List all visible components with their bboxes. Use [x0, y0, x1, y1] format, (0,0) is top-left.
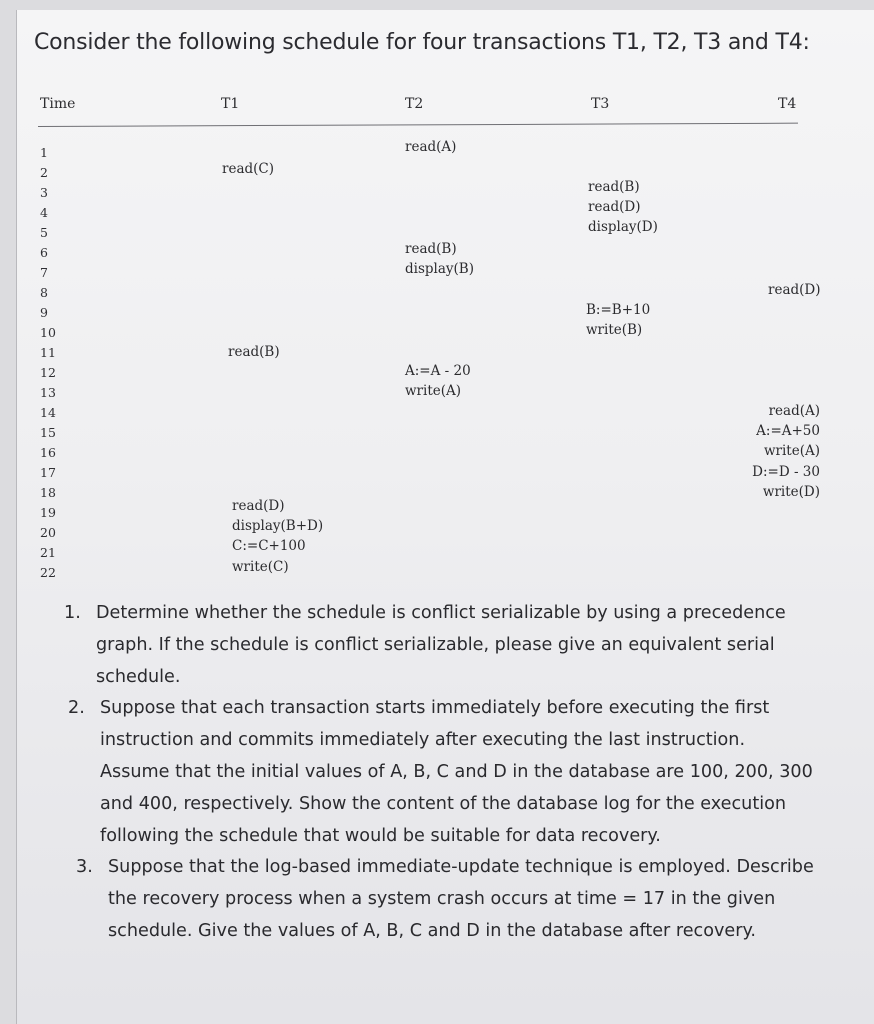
t1-op-block-2	[228, 342, 280, 362]
time-column	[40, 143, 56, 583]
t1-op-block-3	[232, 496, 323, 577]
t2-op-block-2	[405, 239, 474, 279]
t2-op: read(A)	[405, 139, 457, 155]
question-number: 2.	[68, 698, 85, 719]
t3-op-block-2	[586, 300, 650, 340]
t2-op: write(A)	[405, 383, 462, 400]
time-value: 20	[40, 525, 56, 540]
t2-op: A:=A - 20	[405, 363, 471, 379]
time-value: 6	[40, 245, 48, 260]
t4-op: write(D)	[762, 483, 820, 500]
time-value: 22	[40, 565, 56, 580]
time-value: 14	[40, 405, 56, 420]
t3-op: display(D)	[588, 219, 658, 236]
t3-op: read(B)	[588, 179, 640, 195]
t2-op-block-3	[405, 361, 471, 401]
header-t1: T1	[221, 96, 240, 112]
header-t4: T4	[778, 96, 797, 112]
t1-op: read(C)	[222, 161, 274, 177]
time-value: 9	[40, 305, 48, 320]
question-number: 3.	[76, 857, 93, 878]
time-value: 2	[40, 165, 48, 180]
question-text: Suppose that each transaction starts immediately before executing the first instruction and commits immediately after executing the last instruction. Assume that the initial values of A, B, C and D in the database are 100, 200, 300 and 400, respectively. Show the content of the database log for the execution following the schedule that would be suitable for data recovery.	[100, 698, 813, 846]
time-value: 8	[40, 285, 48, 300]
time-value: 11	[40, 345, 56, 360]
time-value: 17	[40, 465, 56, 480]
t1-op: read(D)	[232, 498, 285, 514]
t1-op: read(B)	[228, 344, 280, 360]
time-value: 5	[40, 225, 48, 240]
question-item	[60, 598, 820, 693]
t4-op-block-1	[768, 280, 821, 300]
t4-op: D:=D - 30	[752, 463, 820, 480]
header-t2: T2	[405, 96, 424, 112]
t1-op: display(B+D)	[232, 518, 324, 535]
question-item	[64, 693, 820, 852]
t4-op: read(D)	[768, 282, 821, 298]
t3-op: write(B)	[586, 322, 643, 339]
t2-op: display(B)	[405, 261, 474, 278]
time-value: 19	[40, 505, 56, 520]
t3-op: read(D)	[588, 199, 641, 216]
time-value: 10	[40, 325, 56, 340]
t4-op-block-2	[752, 401, 820, 502]
t3-op: B:=B+10	[586, 302, 651, 318]
t1-op-block-1	[222, 159, 274, 179]
time-value: 15	[40, 425, 56, 440]
t4-op: read(A)	[768, 403, 820, 419]
header-time: Time	[40, 96, 76, 112]
time-value: 13	[40, 385, 56, 400]
time-value: 1	[40, 145, 48, 160]
header-t3: T3	[591, 96, 610, 112]
question-list	[60, 598, 820, 948]
time-value: 7	[40, 265, 48, 280]
t1-op: C:=C+100	[232, 538, 306, 555]
time-value: 16	[40, 445, 56, 460]
time-value: 21	[40, 545, 56, 560]
question-item	[72, 852, 820, 947]
time-value: 3	[40, 185, 48, 200]
time-value: 12	[40, 365, 56, 380]
page-title: Consider the following schedule for four transactions T1, T2, T3 and T4:	[34, 30, 810, 55]
time-value: 18	[40, 485, 56, 500]
question-text: Suppose that the log-based immediate-update technique is employed. Describe the recovery process when a system crash occurs at time = 17 in the given schedule. Give the values of A, B, C and D in the database after recovery.	[108, 857, 814, 941]
t2-op-block-1	[405, 137, 456, 157]
time-value: 4	[40, 205, 48, 220]
t1-op: write(C)	[232, 558, 289, 575]
question-text: Determine whether the schedule is conflict serializable by using a precedence graph. If the schedule is conflict serializable, please give an equivalent serial schedule.	[96, 603, 786, 687]
question-number: 1.	[64, 603, 81, 623]
t2-op: read(B)	[405, 241, 457, 257]
t3-op-block-1	[588, 177, 658, 238]
t4-op: write(A)	[763, 443, 820, 460]
t4-op: A:=A+50	[756, 423, 820, 440]
